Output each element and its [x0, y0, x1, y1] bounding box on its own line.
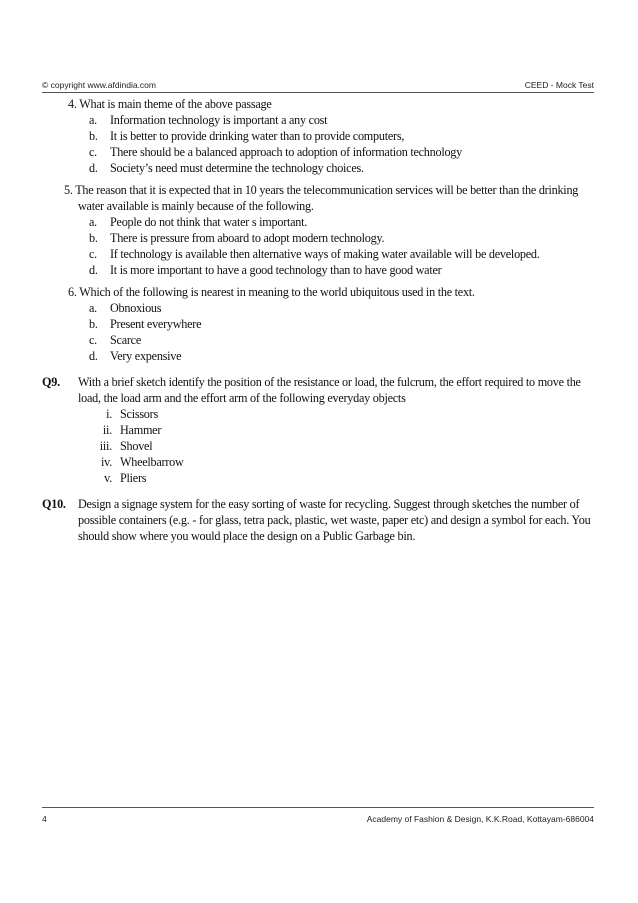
option-6a — [42, 300, 594, 316]
option-text: There is pressure from aboard to adopt modern technology. — [110, 231, 385, 245]
option-label: a. — [89, 301, 97, 315]
option-label: c. — [89, 333, 97, 347]
item-text: Pliers — [120, 471, 147, 485]
page-content — [42, 96, 594, 544]
option-text: Society’s need must determine the technology choices. — [110, 161, 364, 175]
option-text: Scarce — [110, 333, 141, 347]
option-label: b. — [89, 317, 98, 331]
option-label: c. — [89, 247, 97, 261]
option-label: a. — [89, 113, 97, 127]
option-label: d. — [89, 349, 98, 363]
option-text: There should be a balanced approach to adoption of information technology — [110, 145, 462, 159]
q9-item-2 — [42, 422, 594, 438]
question-6 — [42, 284, 594, 364]
item-label: i. — [106, 407, 112, 421]
option-label: c. — [89, 145, 97, 159]
option-label: d. — [89, 161, 98, 175]
option-text: Present everywhere — [110, 317, 202, 331]
option-text: Obnoxious — [110, 301, 162, 315]
item-text: Shovel — [120, 439, 153, 453]
question-number: Q10. — [42, 497, 66, 511]
option-text: If technology is available then alternative ways of making water available will be developed. — [110, 247, 540, 261]
item-text: Scissors — [120, 407, 158, 421]
option-text: It is better to provide drinking water than to provide computers, — [110, 129, 405, 143]
header-copyright: © copyright www.afdindia.com — [42, 80, 156, 90]
header-title: CEED - Mock Test — [524, 80, 594, 90]
q9-item-3 — [42, 438, 594, 454]
option-6b — [42, 316, 594, 332]
item-label: iii. — [99, 439, 112, 453]
question-4 — [42, 96, 594, 176]
question-6-text: 6. Which of the following is nearest in meaning to the world ubiquitous used in the text. — [68, 285, 475, 299]
question-10 — [42, 496, 594, 544]
item-text: Wheelbarrow — [120, 455, 184, 469]
option-6d — [42, 348, 594, 364]
header-divider — [42, 92, 594, 93]
option-text: People do not think that water s important. — [110, 215, 308, 229]
q9-item-4 — [42, 454, 594, 470]
option-5c — [42, 246, 594, 262]
footer-address: Academy of Fashion & Design, K.K.Road, Kottayam-686004 — [366, 814, 594, 824]
item-label: ii. — [102, 423, 112, 437]
option-label: d. — [89, 263, 98, 277]
footer-divider — [42, 807, 594, 808]
option-text: Information technology is important a any cost — [110, 113, 328, 127]
option-text: It is more important to have a good technology than to have good water — [110, 263, 442, 277]
option-5b — [42, 230, 594, 246]
question-10-text: Design a signage system for the easy sorting of waste for recycling. Suggest through sketches the number of possible containers (e.g. - for glass, tetra pack, plastic, wet waste, paper etc) and design a symbol for each. You should show where you would place the design on a Public Garbage bin. — [78, 497, 591, 543]
question-4-text: 4. What is main theme of the above passage — [68, 97, 272, 111]
option-5a — [42, 214, 594, 230]
option-label: b. — [89, 231, 98, 245]
option-label: b. — [89, 129, 98, 143]
item-label: iv. — [101, 455, 112, 469]
option-label: a. — [89, 215, 97, 229]
option-4a — [42, 112, 594, 128]
question-9-text: With a brief sketch identify the position of the resistance or load, the fulcrum, the effort required to move the load, the load arm and the effort arm of the following everyday objects — [78, 375, 581, 405]
q9-item-1 — [42, 406, 594, 422]
question-number: Q9. — [42, 375, 60, 389]
option-5d — [42, 262, 594, 278]
option-6c — [42, 332, 594, 348]
question-5-text: 5. The reason that it is expected that in 10 years the telecommunication services will be better than the drinking water available is mainly because of the following. — [64, 183, 579, 213]
question-5 — [42, 182, 594, 278]
question-9 — [42, 374, 594, 406]
item-label: v. — [104, 471, 112, 485]
q9-item-5 — [42, 470, 594, 486]
option-4b — [42, 128, 594, 144]
option-4d — [42, 160, 594, 176]
item-text: Hammer — [120, 423, 162, 437]
option-text: Very expensive — [110, 349, 182, 363]
page-number: 4 — [42, 814, 47, 824]
option-4c — [42, 144, 594, 160]
